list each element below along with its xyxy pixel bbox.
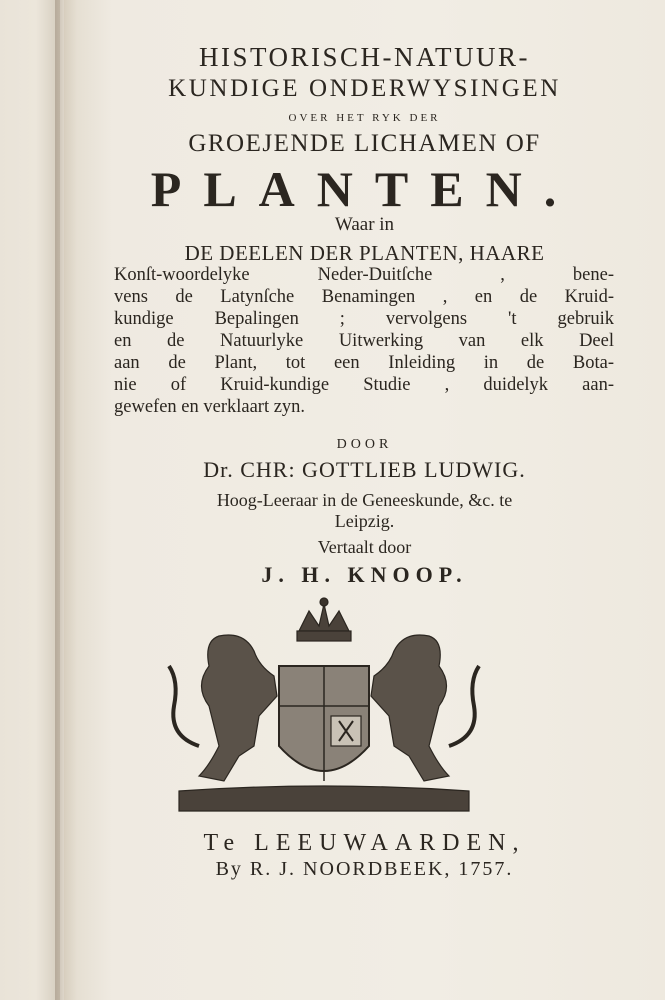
facing-page-edge — [0, 0, 60, 1000]
main-title-planten: PLANTEN. — [150, 161, 579, 217]
title-line-2: KUNDIGE ONDERWYSINGEN — [168, 75, 561, 102]
description-paragraph — [114, 264, 614, 418]
title-page — [64, 0, 665, 1000]
subtitle-caps: DE DEELEN DER PLANTEN, HAARE — [184, 241, 545, 265]
description-line: aan de Plant, tot een Inleiding in de Bota- — [114, 353, 614, 373]
title-line-1: HISTORISCH-NATUUR- — [198, 42, 531, 72]
imprint-publisher: By R. J. NOORDBEEK, 1757. — [215, 858, 514, 880]
description-line: vens de Latynſche Benamingen , en de Kruid- — [114, 287, 614, 307]
door-label: DOOR — [336, 437, 393, 452]
description-line: gewefen en verklaart zyn. — [114, 397, 306, 417]
book-gutter-shadow — [55, 0, 77, 1000]
author-title-line-2: Leipzig. — [334, 511, 395, 531]
author-name: Dr. CHR: GOTTLIEB LUDWIG. — [203, 457, 526, 482]
description-line: en de Natuurlyke Uitwerking van elk Deel — [114, 331, 614, 351]
translated-by: Vertaalt door — [317, 537, 412, 557]
description-line: nie of Kruid-kundige Studie , duidelyk aan- — [114, 375, 614, 395]
author-title-line-1: Hoog-Leeraar in de Geneeskunde, &c. te — [216, 490, 513, 510]
title-line-4: GROEJENDE LICHAMEN OF — [188, 130, 541, 157]
description-line: Konſt-woordelyke Neder-Duitſche , bene- — [114, 265, 614, 285]
title-line-3: OVER HET RYK DER — [288, 112, 441, 124]
description-line: kundige Bepalingen ; vervolgens 't gebruik — [114, 309, 614, 329]
waar-in: Waar in — [334, 214, 395, 235]
translator-name: J. H. KNOOP. — [261, 562, 468, 587]
coat-of-arms-icon — [159, 596, 489, 818]
imprint-place: Te LEEUWAARDEN, — [203, 830, 526, 856]
